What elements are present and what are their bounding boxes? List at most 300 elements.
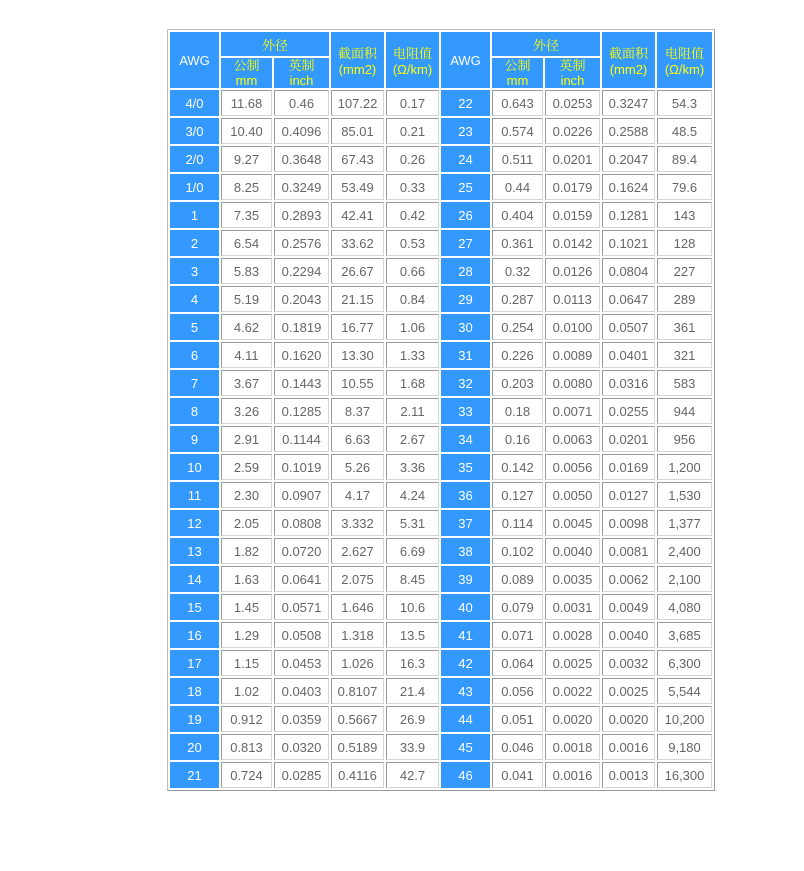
cross-section-cell: 5.26 <box>331 454 384 480</box>
resistance-cell: 361 <box>657 314 712 340</box>
inch-cell: 0.0050 <box>545 482 600 508</box>
cross-section-cell: 85.01 <box>331 118 384 144</box>
resistance-label: 电阻值 <box>392 46 432 61</box>
awg-cell: 39 <box>441 566 490 592</box>
inch-cell: 0.0508 <box>274 622 329 648</box>
awg-cell: 10 <box>170 454 219 480</box>
inch-cell: 0.1019 <box>274 454 329 480</box>
inch-cell: 0.4096 <box>274 118 329 144</box>
table-row <box>170 286 712 312</box>
inch-unit: inch <box>289 73 314 88</box>
mm-cell: 1.63 <box>221 566 272 592</box>
inch-cell: 0.0253 <box>545 90 600 116</box>
cross-section-cell: 0.8107 <box>331 678 384 704</box>
awg-cell: 17 <box>170 650 219 676</box>
col-header-awg-left: AWG <box>170 32 219 88</box>
resistance-cell: 0.66 <box>386 258 439 284</box>
table-row <box>170 202 712 228</box>
awg-cell: 2/0 <box>170 146 219 172</box>
awg-cell: 45 <box>441 734 490 760</box>
awg-cell: 26 <box>441 202 490 228</box>
inch-cell: 0.0285 <box>274 762 329 788</box>
resistance-cell: 956 <box>657 426 712 452</box>
inch-cell: 0.1620 <box>274 342 329 368</box>
resistance-cell: 128 <box>657 230 712 256</box>
awg-cell: 19 <box>170 706 219 732</box>
table-row <box>170 314 712 340</box>
awg-cell: 46 <box>441 762 490 788</box>
awg-cell: 34 <box>441 426 490 452</box>
mm-cell: 5.83 <box>221 258 272 284</box>
resistance-cell: 4.24 <box>386 482 439 508</box>
cross-section-cell: 1.646 <box>331 594 384 620</box>
resistance-cell: 1.68 <box>386 370 439 396</box>
resistance-cell: 16.3 <box>386 650 439 676</box>
inch-cell: 0.0035 <box>545 566 600 592</box>
resistance-cell: 289 <box>657 286 712 312</box>
mm-cell: 9.27 <box>221 146 272 172</box>
table-row <box>170 90 712 116</box>
table-row <box>170 622 712 648</box>
inch-cell: 0.2576 <box>274 230 329 256</box>
resistance-label: 电阻值 <box>664 46 704 61</box>
inch-cell: 0.2294 <box>274 258 329 284</box>
inch-cell: 0.0071 <box>545 398 600 424</box>
inch-cell: 0.0320 <box>274 734 329 760</box>
inch-cell: 0.0720 <box>274 538 329 564</box>
imperial-label: 英制 <box>288 58 315 73</box>
resistance-cell: 1,530 <box>657 482 712 508</box>
cross-section-cell: 16.77 <box>331 314 384 340</box>
resistance-cell: 89.4 <box>657 146 712 172</box>
awg-cell: 21 <box>170 762 219 788</box>
cross-section-cell: 0.0804 <box>602 258 655 284</box>
resistance-cell: 4,080 <box>657 594 712 620</box>
table-row <box>170 706 712 732</box>
inch-cell: 0.0045 <box>545 510 600 536</box>
cross-section-cell: 0.4116 <box>331 762 384 788</box>
resistance-cell: 16,300 <box>657 762 712 788</box>
cross-section-cell: 53.49 <box>331 174 384 200</box>
mm-unit: mm <box>506 73 529 88</box>
awg-cell: 1 <box>170 202 219 228</box>
table-row <box>170 650 712 676</box>
resistance-cell: 0.26 <box>386 146 439 172</box>
table-row <box>170 594 712 620</box>
awg-wire-table <box>167 29 715 791</box>
inch-cell: 0.0359 <box>274 706 329 732</box>
cross-section-cell: 0.1624 <box>602 174 655 200</box>
awg-cell: 9 <box>170 426 219 452</box>
inch-cell: 0.0808 <box>274 510 329 536</box>
inch-cell: 0.2893 <box>274 202 329 228</box>
resistance-cell: 6.69 <box>386 538 439 564</box>
inch-cell: 0.0571 <box>274 594 329 620</box>
resistance-cell: 1,200 <box>657 454 712 480</box>
inch-cell: 0.1819 <box>274 314 329 340</box>
awg-cell: 25 <box>441 174 490 200</box>
awg-cell: 4 <box>170 286 219 312</box>
resistance-cell: 0.42 <box>386 202 439 228</box>
mm-cell: 0.079 <box>492 594 543 620</box>
cross-section-cell: 13.30 <box>331 342 384 368</box>
inch-cell: 0.0020 <box>545 706 600 732</box>
awg-cell: 35 <box>441 454 490 480</box>
resistance-cell: 54.3 <box>657 90 712 116</box>
resistance-cell: 3.36 <box>386 454 439 480</box>
mm-cell: 6.54 <box>221 230 272 256</box>
header-row-top <box>170 32 712 56</box>
awg-cell: 2 <box>170 230 219 256</box>
resistance-cell: 3,685 <box>657 622 712 648</box>
cross-section-cell: 0.2047 <box>602 146 655 172</box>
resistance-cell: 2.11 <box>386 398 439 424</box>
mm-cell: 0.16 <box>492 426 543 452</box>
mm-cell: 7.35 <box>221 202 272 228</box>
cross-section-cell: 0.0098 <box>602 510 655 536</box>
table-body <box>170 90 712 788</box>
table-row <box>170 342 712 368</box>
resistance-cell: 2,100 <box>657 566 712 592</box>
awg-cell: 6 <box>170 342 219 368</box>
mm-cell: 0.226 <box>492 342 543 368</box>
cross-section-cell: 0.0025 <box>602 678 655 704</box>
cross-section-cell: 1.318 <box>331 622 384 648</box>
resistance-cell: 1,377 <box>657 510 712 536</box>
inch-cell: 0.0179 <box>545 174 600 200</box>
col-header-resistance-right <box>657 32 712 88</box>
mm-cell: 0.127 <box>492 482 543 508</box>
inch-cell: 0.0016 <box>545 762 600 788</box>
awg-cell: 18 <box>170 678 219 704</box>
cross-section-cell: 2.627 <box>331 538 384 564</box>
awg-cell: 33 <box>441 398 490 424</box>
col-header-metric-right <box>492 58 543 88</box>
inch-cell: 0.0025 <box>545 650 600 676</box>
mm-cell: 0.071 <box>492 622 543 648</box>
table-row <box>170 510 712 536</box>
cross-section-cell: 0.0255 <box>602 398 655 424</box>
mm-cell: 0.114 <box>492 510 543 536</box>
cross-section-cell: 6.63 <box>331 426 384 452</box>
mm-cell: 5.19 <box>221 286 272 312</box>
mm-cell: 0.44 <box>492 174 543 200</box>
cross-section-cell: 2.075 <box>331 566 384 592</box>
inch-cell: 0.0018 <box>545 734 600 760</box>
awg-cell: 23 <box>441 118 490 144</box>
awg-cell: 3 <box>170 258 219 284</box>
col-header-outer-diameter-right: 外径 <box>492 32 600 56</box>
mm-cell: 0.643 <box>492 90 543 116</box>
mm-cell: 8.25 <box>221 174 272 200</box>
table-row <box>170 230 712 256</box>
cross-section-cell: 42.41 <box>331 202 384 228</box>
awg-cell: 12 <box>170 510 219 536</box>
resistance-cell: 0.21 <box>386 118 439 144</box>
inch-cell: 0.0040 <box>545 538 600 564</box>
mm-cell: 4.62 <box>221 314 272 340</box>
resistance-cell: 227 <box>657 258 712 284</box>
mm-cell: 0.064 <box>492 650 543 676</box>
resistance-cell: 321 <box>657 342 712 368</box>
inch-cell: 0.1285 <box>274 398 329 424</box>
cross-section-cell: 0.1281 <box>602 202 655 228</box>
cross-section-cell: 1.026 <box>331 650 384 676</box>
mm-cell: 1.15 <box>221 650 272 676</box>
awg-cell: 14 <box>170 566 219 592</box>
cross-section-unit: (mm2) <box>338 62 377 77</box>
inch-cell: 0.0100 <box>545 314 600 340</box>
resistance-cell: 5,544 <box>657 678 712 704</box>
cross-section-cell: 67.43 <box>331 146 384 172</box>
inch-cell: 0.0113 <box>545 286 600 312</box>
mm-cell: 0.046 <box>492 734 543 760</box>
cross-section-cell: 4.17 <box>331 482 384 508</box>
cross-section-unit: (mm2) <box>609 62 648 77</box>
cross-section-cell: 0.0081 <box>602 538 655 564</box>
resistance-cell: 5.31 <box>386 510 439 536</box>
resistance-cell: 0.84 <box>386 286 439 312</box>
resistance-cell: 0.33 <box>386 174 439 200</box>
resistance-cell: 42.7 <box>386 762 439 788</box>
cross-section-cell: 0.0062 <box>602 566 655 592</box>
cross-section-cell: 0.5189 <box>331 734 384 760</box>
resistance-cell: 143 <box>657 202 712 228</box>
cross-section-cell: 0.0013 <box>602 762 655 788</box>
awg-cell: 37 <box>441 510 490 536</box>
resistance-cell: 583 <box>657 370 712 396</box>
mm-cell: 0.051 <box>492 706 543 732</box>
cross-section-cell: 26.67 <box>331 258 384 284</box>
inch-cell: 0.0063 <box>545 426 600 452</box>
cross-section-label: 截面积 <box>608 46 648 61</box>
resistance-cell: 79.6 <box>657 174 712 200</box>
awg-cell: 38 <box>441 538 490 564</box>
cross-section-cell: 21.15 <box>331 286 384 312</box>
cross-section-cell: 0.0401 <box>602 342 655 368</box>
mm-unit: mm <box>235 73 258 88</box>
awg-cell: 29 <box>441 286 490 312</box>
cross-section-cell: 0.0032 <box>602 650 655 676</box>
cross-section-cell: 0.0169 <box>602 454 655 480</box>
awg-cell: 3/0 <box>170 118 219 144</box>
cross-section-cell: 0.0040 <box>602 622 655 648</box>
cross-section-cell: 0.5667 <box>331 706 384 732</box>
mm-cell: 0.254 <box>492 314 543 340</box>
inch-cell: 0.0453 <box>274 650 329 676</box>
awg-cell: 8 <box>170 398 219 424</box>
mm-cell: 1.02 <box>221 678 272 704</box>
awg-cell: 7 <box>170 370 219 396</box>
resistance-cell: 10,200 <box>657 706 712 732</box>
awg-cell: 36 <box>441 482 490 508</box>
col-header-imperial-left <box>274 58 329 88</box>
resistance-cell: 0.17 <box>386 90 439 116</box>
table-row <box>170 454 712 480</box>
table-row <box>170 762 712 788</box>
mm-cell: 0.056 <box>492 678 543 704</box>
inch-cell: 0.0641 <box>274 566 329 592</box>
col-header-metric-left <box>221 58 272 88</box>
inch-cell: 0.0126 <box>545 258 600 284</box>
resistance-cell: 6,300 <box>657 650 712 676</box>
mm-cell: 0.361 <box>492 230 543 256</box>
mm-cell: 0.813 <box>221 734 272 760</box>
inch-cell: 0.0907 <box>274 482 329 508</box>
awg-cell: 13 <box>170 538 219 564</box>
resistance-cell: 944 <box>657 398 712 424</box>
mm-cell: 0.142 <box>492 454 543 480</box>
resistance-cell: 10.6 <box>386 594 439 620</box>
awg-cell: 31 <box>441 342 490 368</box>
awg-cell: 41 <box>441 622 490 648</box>
mm-cell: 3.26 <box>221 398 272 424</box>
resistance-cell: 2,400 <box>657 538 712 564</box>
mm-cell: 2.59 <box>221 454 272 480</box>
awg-cell: 16 <box>170 622 219 648</box>
mm-cell: 0.724 <box>221 762 272 788</box>
inch-cell: 0.2043 <box>274 286 329 312</box>
inch-cell: 0.1144 <box>274 426 329 452</box>
resistance-unit: (Ω/km) <box>392 62 433 77</box>
table-row <box>170 538 712 564</box>
imperial-label: 英制 <box>559 58 586 73</box>
mm-cell: 0.912 <box>221 706 272 732</box>
cross-section-cell: 33.62 <box>331 230 384 256</box>
awg-cell: 1/0 <box>170 174 219 200</box>
awg-cell: 20 <box>170 734 219 760</box>
awg-cell: 30 <box>441 314 490 340</box>
col-header-outer-diameter-left: 外径 <box>221 32 329 56</box>
inch-cell: 0.1443 <box>274 370 329 396</box>
inch-cell: 0.3648 <box>274 146 329 172</box>
mm-cell: 1.82 <box>221 538 272 564</box>
awg-cell: 4/0 <box>170 90 219 116</box>
inch-cell: 0.46 <box>274 90 329 116</box>
cross-section-cell: 0.0020 <box>602 706 655 732</box>
col-header-resistance-left <box>386 32 439 88</box>
inch-cell: 0.0159 <box>545 202 600 228</box>
mm-cell: 2.30 <box>221 482 272 508</box>
mm-cell: 0.102 <box>492 538 543 564</box>
cross-section-cell: 107.22 <box>331 90 384 116</box>
cross-section-cell: 0.3247 <box>602 90 655 116</box>
inch-cell: 0.0201 <box>545 146 600 172</box>
mm-cell: 0.18 <box>492 398 543 424</box>
cross-section-cell: 0.0049 <box>602 594 655 620</box>
inch-cell: 0.0022 <box>545 678 600 704</box>
awg-cell: 15 <box>170 594 219 620</box>
table-row <box>170 678 712 704</box>
mm-cell: 4.11 <box>221 342 272 368</box>
awg-cell: 11 <box>170 482 219 508</box>
metric-label: 公制 <box>504 58 531 73</box>
resistance-cell: 13.5 <box>386 622 439 648</box>
table-row <box>170 118 712 144</box>
mm-cell: 3.67 <box>221 370 272 396</box>
table-row <box>170 258 712 284</box>
mm-cell: 0.203 <box>492 370 543 396</box>
inch-cell: 0.0080 <box>545 370 600 396</box>
awg-cell: 28 <box>441 258 490 284</box>
col-header-cross-section-left <box>331 32 384 88</box>
inch-cell: 0.3249 <box>274 174 329 200</box>
resistance-cell: 0.53 <box>386 230 439 256</box>
table-row <box>170 426 712 452</box>
cross-section-cell: 0.0647 <box>602 286 655 312</box>
resistance-cell: 48.5 <box>657 118 712 144</box>
awg-cell: 32 <box>441 370 490 396</box>
resistance-cell: 8.45 <box>386 566 439 592</box>
awg-cell: 24 <box>441 146 490 172</box>
cross-section-cell: 0.0016 <box>602 734 655 760</box>
awg-cell: 22 <box>441 90 490 116</box>
col-header-cross-section-right <box>602 32 655 88</box>
table-row <box>170 734 712 760</box>
mm-cell: 0.404 <box>492 202 543 228</box>
resistance-cell: 9,180 <box>657 734 712 760</box>
mm-cell: 2.91 <box>221 426 272 452</box>
awg-cell: 42 <box>441 650 490 676</box>
mm-cell: 11.68 <box>221 90 272 116</box>
inch-cell: 0.0089 <box>545 342 600 368</box>
table-row <box>170 370 712 396</box>
mm-cell: 0.511 <box>492 146 543 172</box>
resistance-cell: 2.67 <box>386 426 439 452</box>
inch-cell: 0.0031 <box>545 594 600 620</box>
awg-cell: 5 <box>170 314 219 340</box>
table-row <box>170 146 712 172</box>
inch-cell: 0.0028 <box>545 622 600 648</box>
cross-section-cell: 0.0507 <box>602 314 655 340</box>
awg-cell: 40 <box>441 594 490 620</box>
resistance-cell: 33.9 <box>386 734 439 760</box>
awg-cell: 43 <box>441 678 490 704</box>
awg-cell: 27 <box>441 230 490 256</box>
cross-section-cell: 0.2588 <box>602 118 655 144</box>
mm-cell: 0.089 <box>492 566 543 592</box>
cross-section-cell: 0.0127 <box>602 482 655 508</box>
inch-cell: 0.0142 <box>545 230 600 256</box>
mm-cell: 2.05 <box>221 510 272 536</box>
cross-section-cell: 10.55 <box>331 370 384 396</box>
col-header-imperial-right <box>545 58 600 88</box>
mm-cell: 0.041 <box>492 762 543 788</box>
resistance-cell: 21.4 <box>386 678 439 704</box>
mm-cell: 1.29 <box>221 622 272 648</box>
resistance-cell: 26.9 <box>386 706 439 732</box>
mm-cell: 1.45 <box>221 594 272 620</box>
resistance-cell: 1.33 <box>386 342 439 368</box>
inch-cell: 0.0226 <box>545 118 600 144</box>
cross-section-cell: 3.332 <box>331 510 384 536</box>
mm-cell: 0.287 <box>492 286 543 312</box>
table-row <box>170 398 712 424</box>
inch-cell: 0.0056 <box>545 454 600 480</box>
table-row <box>170 566 712 592</box>
resistance-unit: (Ω/km) <box>664 62 705 77</box>
inch-cell: 0.0403 <box>274 678 329 704</box>
table-row <box>170 174 712 200</box>
cross-section-cell: 0.1021 <box>602 230 655 256</box>
inch-unit: inch <box>560 73 585 88</box>
cross-section-label: 截面积 <box>337 46 377 61</box>
resistance-cell: 1.06 <box>386 314 439 340</box>
cross-section-cell: 8.37 <box>331 398 384 424</box>
table-row <box>170 482 712 508</box>
cross-section-cell: 0.0201 <box>602 426 655 452</box>
mm-cell: 10.40 <box>221 118 272 144</box>
